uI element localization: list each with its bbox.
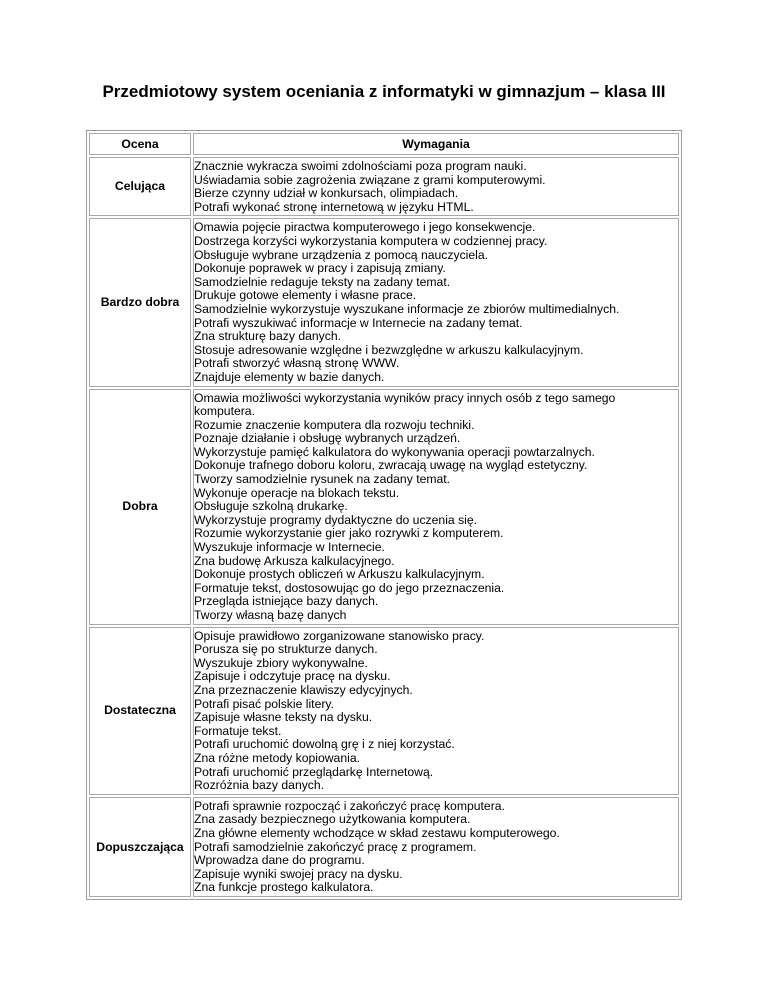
requirement-item: Zna różne metody kopiowania. [194,750,360,765]
header-requirements: Wymagania [193,133,679,155]
requirement-item: Potrafi uruchomić dowolną grę i z niej korzystać. [194,737,455,752]
requirement-item: Znajduje elementy w bazie danych. [194,369,385,384]
requirement-item: Poznaje działanie i obsługę wybranych urządzeń. [194,431,461,446]
requirement-item: Potrafi wyszukiwać informacje w Internecie na zadany temat. [194,315,523,330]
requirement-item: Dokonuje trafnego doboru koloru, zwracają uwagę na wygląd estetyczny. [194,458,588,473]
requirement-item: Dostrzega korzyści wykorzystania komputera w codziennej pracy. [194,233,548,248]
requirement-item: Obsługuje wybrane urządzenia z pomocą nauczyciela. [194,247,489,262]
requirement-item: Uświadamia sobie zagrożenia związane z grami komputerowymi. [194,172,546,187]
table-header-row [89,133,679,155]
requirements-cell [193,218,679,386]
requirement-item: Formatuje tekst, dostosowując go do jego przeznaczenia. [194,580,505,595]
requirement-item: Wykorzystuje programy dydaktyczne do uczenia się. [194,512,478,527]
requirement-item: Wyszukuje zbiory wykonywalne. [194,655,368,670]
table-row [89,218,679,386]
requirement-item: Potrafi wykonać stronę internetową w języku HTML. [194,199,474,214]
requirement-item: Zapisuje i odczytuje pracę na dysku. [194,669,391,684]
requirement-item: Przegląda istniejące bazy danych. [194,594,379,609]
requirements-cell [193,797,679,897]
requirement-item: Potrafi sprawnie rozpocząć i zakończyć pracę komputera. [194,798,505,813]
requirement-item: Drukuje gotowe elementy i własne prace. [194,288,417,303]
requirement-item: Potrafi stworzyć własną stronę WWW. [194,356,400,371]
requirement-item: Zna funkcje prostego kalkulatora. [194,880,374,895]
requirement-item: Wyszukuje informacje w Internecie. [194,540,385,555]
table-row [89,797,679,897]
table-row [89,157,679,216]
table-row [89,627,679,795]
requirement-item: Zna budowę Arkusza kalkulacyjnego. [194,553,395,568]
requirement-item: Zna przeznaczenie klawiszy edycyjnych. [194,682,413,697]
document-title: Przedmiotowy system oceniania z informatyki w gimnazjum – klasa III [102,82,666,101]
requirement-item: Tworzy własną bazę danych [194,608,347,622]
header-grade: Ocena [89,133,191,155]
grade-cell: Bardzo dobra [89,218,191,386]
requirement-item: Zna zasady bezpiecznego użytkowania komputera. [194,812,471,827]
requirements-cell [193,389,679,625]
requirement-item: Tworzy samodzielnie rysunek na zadany temat. [194,472,451,487]
requirement-item: Bierze czynny udział w konkursach, olimpiadach. [194,186,459,201]
requirement-item: Potrafi pisać polskie litery. [194,696,334,711]
requirement-item: Potrafi uruchomić przeglądarkę Internetową. [194,764,434,779]
requirement-item: Zapisuje własne teksty na dysku. [194,710,373,725]
grading-table [86,130,682,900]
requirement-item: Zapisuje wyniki swojej pracy na dysku. [194,866,403,881]
table-body [89,157,679,897]
requirement-item: Stosuje adresowanie względne i bezwzględne w arkuszu kalkulacyjnym. [194,342,584,357]
requirement-item: Potrafi samodzielnie zakończyć pracę z programem. [194,839,477,854]
grade-cell: Dobra [89,389,191,625]
requirement-item: Omawia pojęcie piractwa komputerowego i jego konsekwencje. [194,220,536,235]
requirement-item: Wprowadza dane do programu. [194,853,365,868]
requirement-item: Znacznie wykracza swoimi zdolnościami poza program nauki. [194,159,527,173]
requirement-item: Dokonuje prostych obliczeń w Arkuszu kalkulacyjnym. [194,567,485,582]
requirement-item: Wykonuje operacje na blokach tekstu. [194,485,400,500]
requirement-item: Wykorzystuje pamięć kalkulatora do wykonywania operacji powtarzalnych. [194,444,595,459]
requirement-item: Zna strukturę bazy danych. [194,329,341,344]
requirements-cell [193,157,679,216]
requirement-item: Omawia możliwości wykorzystania wyników pracy innych osób z tego samego komputera. [194,390,616,419]
grade-cell: Dopuszczająca [89,797,191,897]
requirement-item: Samodzielnie wykorzystuje wyszukane informacje ze zbiorów multimedialnych. [194,301,620,316]
requirement-item: Formatuje tekst. [194,723,282,738]
grade-cell: Celująca [89,157,191,216]
requirement-item: Rozróżnia bazy danych. [194,778,325,793]
grade-cell: Dostateczna [89,627,191,795]
requirement-item: Zna główne elementy wchodzące w skład zestawu komputerowego. [194,825,560,840]
requirement-item: Dokonuje poprawek w pracy i zapisują zmiany. [194,261,446,276]
requirement-item: Rozumie wykorzystanie gier jako rozrywki z komputerem. [194,526,504,541]
requirement-item: Opisuje prawidłowo zorganizowane stanowisko pracy. [194,628,485,643]
requirement-item: Rozumie znaczenie komputera dla rozwoju techniki. [194,417,475,432]
requirement-item: Porusza się po strukturze danych. [194,642,378,657]
requirement-item: Samodzielnie redaguje teksty na zadany temat. [194,274,451,289]
requirements-cell [193,627,679,795]
requirement-item: Obsługuje szkolną drukarkę. [194,499,348,514]
table-row [89,389,679,625]
